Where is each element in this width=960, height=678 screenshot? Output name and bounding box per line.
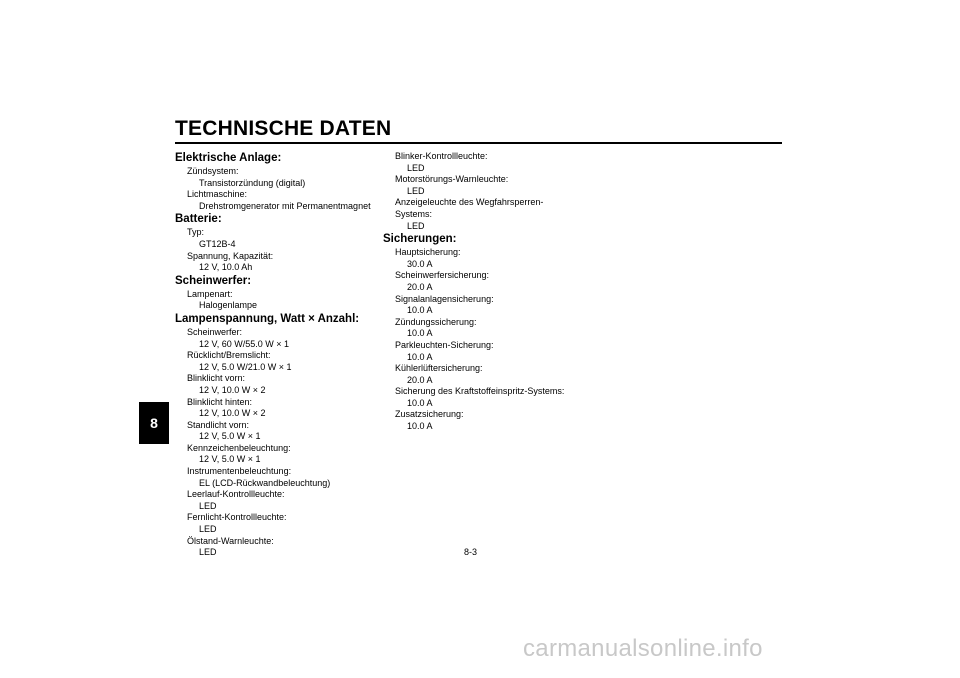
spec-value: 12 V, 10.0 W × 2 [199, 384, 266, 395]
spec-value: LED [199, 500, 217, 511]
spec-value: 10.0 A [407, 328, 433, 339]
spec-label: Instrumentenbeleuchtung: [187, 466, 292, 477]
spec-value: 30.0 A [407, 258, 433, 269]
spec-value: 20.0 A [407, 374, 433, 385]
section-heading: Scheinwerfer: [175, 274, 252, 287]
section-bulbs [175, 312, 380, 559]
page-title: TECHNISCHE DATEN [175, 117, 392, 140]
spec-value: Halogenlampe [199, 300, 258, 311]
section-electrical [175, 151, 380, 212]
spec-value: 12 V, 5.0 W × 1 [199, 431, 261, 442]
spec-value: Drehstromgenerator mit Permanentmagnet [199, 200, 371, 211]
spec-value: 10.0 A [407, 397, 433, 408]
spec-value: 12 V, 5.0 W × 1 [199, 454, 261, 465]
spec-label: Standlicht vorn: [187, 419, 250, 430]
spec-label: Blinklicht vorn: [187, 373, 246, 384]
spec-label: Anzeigeleuchte des Wegfahrsperren- [395, 197, 544, 208]
spec-value: 10.0 A [407, 351, 433, 362]
section-fuses [383, 232, 613, 433]
spec-label: Spannung, Kapazität: [187, 250, 274, 261]
spec-label: Fernlicht-Kontrollleuchte: [187, 512, 287, 523]
spec-value: LED [407, 162, 425, 173]
spec-label: Lichtmaschine: [187, 189, 248, 200]
spec-value: Transistorzündung (digital) [199, 177, 306, 188]
spec-label: Motorstörungs-Warnleuchte: [395, 174, 509, 185]
spec-label: Kühlerlüftersicherung: [395, 363, 483, 374]
spec-value: 20.0 A [407, 281, 433, 292]
spec-value: 12 V, 10.0 Ah [199, 262, 253, 273]
spec-value: EL (LCD-Rückwandbeleuchtung) [199, 477, 331, 488]
chapter-tab: 8 [139, 402, 169, 444]
section-battery [175, 212, 380, 273]
page-number: 8-3 [464, 547, 478, 557]
spec-value: LED [407, 220, 425, 231]
spec-label: Blinker-Kontrollleuchte: [395, 151, 488, 161]
spec-label: Scheinwerfer: [187, 326, 243, 337]
watermark: carmanualsonline.info [523, 635, 763, 662]
spec-label: Signalanlagensicherung: [395, 293, 494, 304]
spec-label: Scheinwerfersicherung: [395, 270, 490, 281]
spec-label: Sicherung des Kraftstoffeinspritz-Systems: [395, 386, 565, 397]
spec-value: GT12B-4 [199, 238, 236, 249]
spec-value: 10.0 A [407, 305, 433, 316]
spec-label: Zündungssicherung: [395, 316, 477, 327]
header-divider [175, 142, 782, 144]
spec-label: Blinklicht hinten: [187, 396, 253, 407]
spec-value: 12 V, 5.0 W/21.0 W × 1 [199, 361, 292, 372]
spec-label: Kennzeichenbeleuchtung: [187, 442, 291, 453]
spec-value: LED [199, 547, 217, 558]
spec-value: LED [199, 524, 217, 535]
spec-value: LED [407, 185, 425, 196]
spec-label: Hauptsicherung: [395, 247, 461, 258]
left-column [175, 151, 380, 559]
section-indicator-lights [383, 151, 613, 232]
spec-label: Systems: [395, 208, 433, 219]
spec-label: Ölstand-Warnleuchte: [187, 535, 274, 546]
section-heading: Lampenspannung, Watt × Anzahl: [175, 312, 360, 325]
spec-label: Typ: [187, 227, 205, 238]
spec-value: 12 V, 10.0 W × 2 [199, 408, 266, 419]
spec-label: Lampenart: [187, 288, 233, 299]
spec-label: Leerlauf-Kontrollleuchte: [187, 489, 285, 500]
spec-value: 12 V, 60 W/55.0 W × 1 [199, 338, 289, 349]
spec-label: Zusatzsicherung: [395, 409, 464, 420]
spec-label: Parkleuchten-Sicherung: [395, 339, 494, 350]
spec-label: Zündsystem: [187, 166, 239, 176]
section-heading: Elektrische Anlage: [175, 152, 282, 164]
section-headlight [175, 274, 380, 312]
spec-value: 10.0 A [407, 421, 433, 432]
spec-label: Rücklicht/Bremslicht: [187, 350, 271, 361]
section-heading: Sicherungen: [383, 233, 457, 246]
right-column [383, 151, 613, 433]
section-heading: Batterie: [175, 213, 222, 226]
